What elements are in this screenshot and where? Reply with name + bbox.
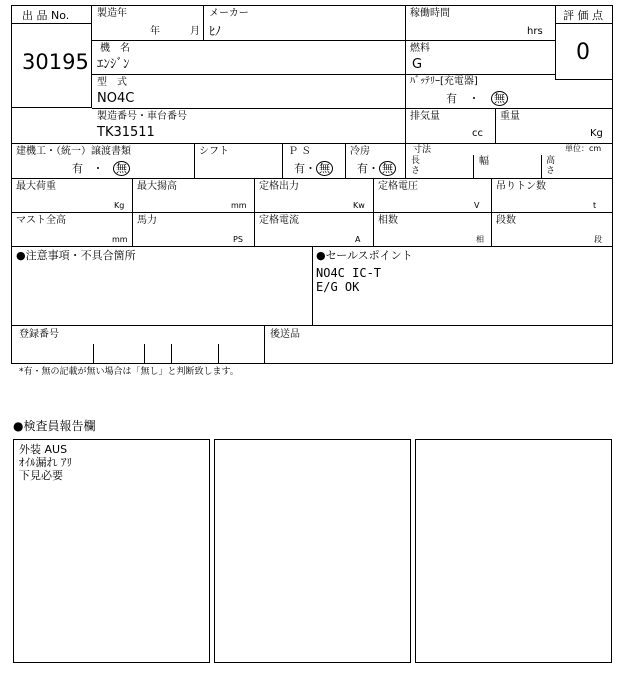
registration-label: 登録番号 [19,329,59,340]
model-value: NO4C [97,91,135,106]
cooler-label: 冷房 [350,146,370,157]
rated-voltage-label: 定格電圧 [378,181,418,192]
weight-unit: Kg [590,128,603,139]
max-load-label: 最大荷重 [16,181,56,192]
item-no-value: 30195 [22,50,89,74]
rated-current-label: 定格電流 [259,215,299,226]
ps-yes-no: 有・ 無 [294,161,333,176]
displacement-unit: cc [472,128,483,139]
lift-ton-label: 吊りトン数 [496,181,546,192]
ps-label: Ｐ Ｓ [288,146,312,157]
rated-output-unit: Kw [353,201,365,210]
dims-unit: 単位：cm [565,144,602,153]
battery-label: ﾊﾞｯﾃﾘｰ[充電器] [410,76,478,87]
inspector-line-1: 外装 AUS [19,443,68,456]
hours-label: 稼働時間 [410,8,450,19]
phase-label: 相数 [378,215,398,226]
max-lift-unit: mm [231,201,247,210]
name-value: ｴﾝｼﾞﾝ [97,57,130,72]
fuel-label: 燃料 [410,43,430,54]
item-no-label: 出 品 No. [22,9,70,22]
caution-label: ●注意事項・不具合箇所 [16,249,136,262]
maker-value: ﾋﾉ [209,24,222,38]
inspector-title: ●検査員報告欄 [13,419,96,433]
inspector-line-3: 下見必要 [19,469,63,482]
serial-value: TK31511 [97,125,155,140]
mast-unit: mm [112,235,128,244]
hp-label: 馬力 [137,215,157,226]
sales-line-1: NO4C IC-T [316,266,382,280]
max-lift-label: 最大揚高 [137,181,177,192]
battery-no-circled: 無 [491,91,508,106]
year-unit: 年 [150,26,160,37]
rated-output-label: 定格出力 [259,181,299,192]
name-label: 機 名 [100,43,130,54]
model-label: 型 式 [97,77,127,88]
stages-unit: 段 [594,235,602,244]
month-unit: 月 [190,26,200,37]
width-label: 幅 [479,156,489,167]
length-label: 長 [411,156,421,166]
displacement-label: 排気量 [410,111,440,122]
phase-unit: 相 [476,235,484,244]
dims-label: 寸法 [413,145,432,155]
inspector-line-2: ｵｲﾙ漏れ ｱﾘ [19,456,72,469]
hp-unit: PS [233,235,243,244]
cooler-no-circled: 無 [379,161,396,176]
inspector-box-2 [214,439,411,663]
height-label: 高 [546,156,556,166]
maker-label: メーカー [209,8,249,19]
lift-ton-unit: t [593,201,597,210]
weight-label: 重量 [500,111,520,122]
shipping-label: 後送品 [270,329,300,340]
shift-label: シフト [199,146,229,157]
hours-unit: hrs [527,26,543,37]
year-label: 製造年 [97,8,127,19]
transfer-label: 建機工・（統一）譲渡書類 [16,146,131,157]
fuel-value: G [412,57,423,72]
ps-no-circled: 無 [316,161,333,176]
transfer-yes-no: 有 ・ 無 [72,161,130,176]
max-load-unit: Kg [114,201,125,210]
height-sub: さ [546,166,556,176]
battery-yes-no: 有 ・ 無 [446,91,508,106]
rated-current-unit: A [355,235,361,244]
footnote: *有・無の記載が無い場合は「無し」と判断致します。 [19,367,239,377]
sales-line-2: E/G OK [316,280,360,294]
mast-label: マスト全高 [16,215,66,226]
length-sub: さ [411,166,421,176]
rating-value: 0 [576,40,590,65]
cooler-yes-no: 有・ 無 [357,161,396,176]
rated-voltage-unit: V [474,201,480,210]
transfer-no-circled: 無 [113,161,130,176]
rating-label: 評 価 点 [563,9,603,22]
battery-yes: 有 [446,92,457,105]
stages-label: 段数 [496,215,516,226]
sales-label: ●セールスポイント [316,249,413,262]
serial-label: 製造番号・車台番号 [97,111,187,122]
inspector-box-3 [415,439,612,663]
